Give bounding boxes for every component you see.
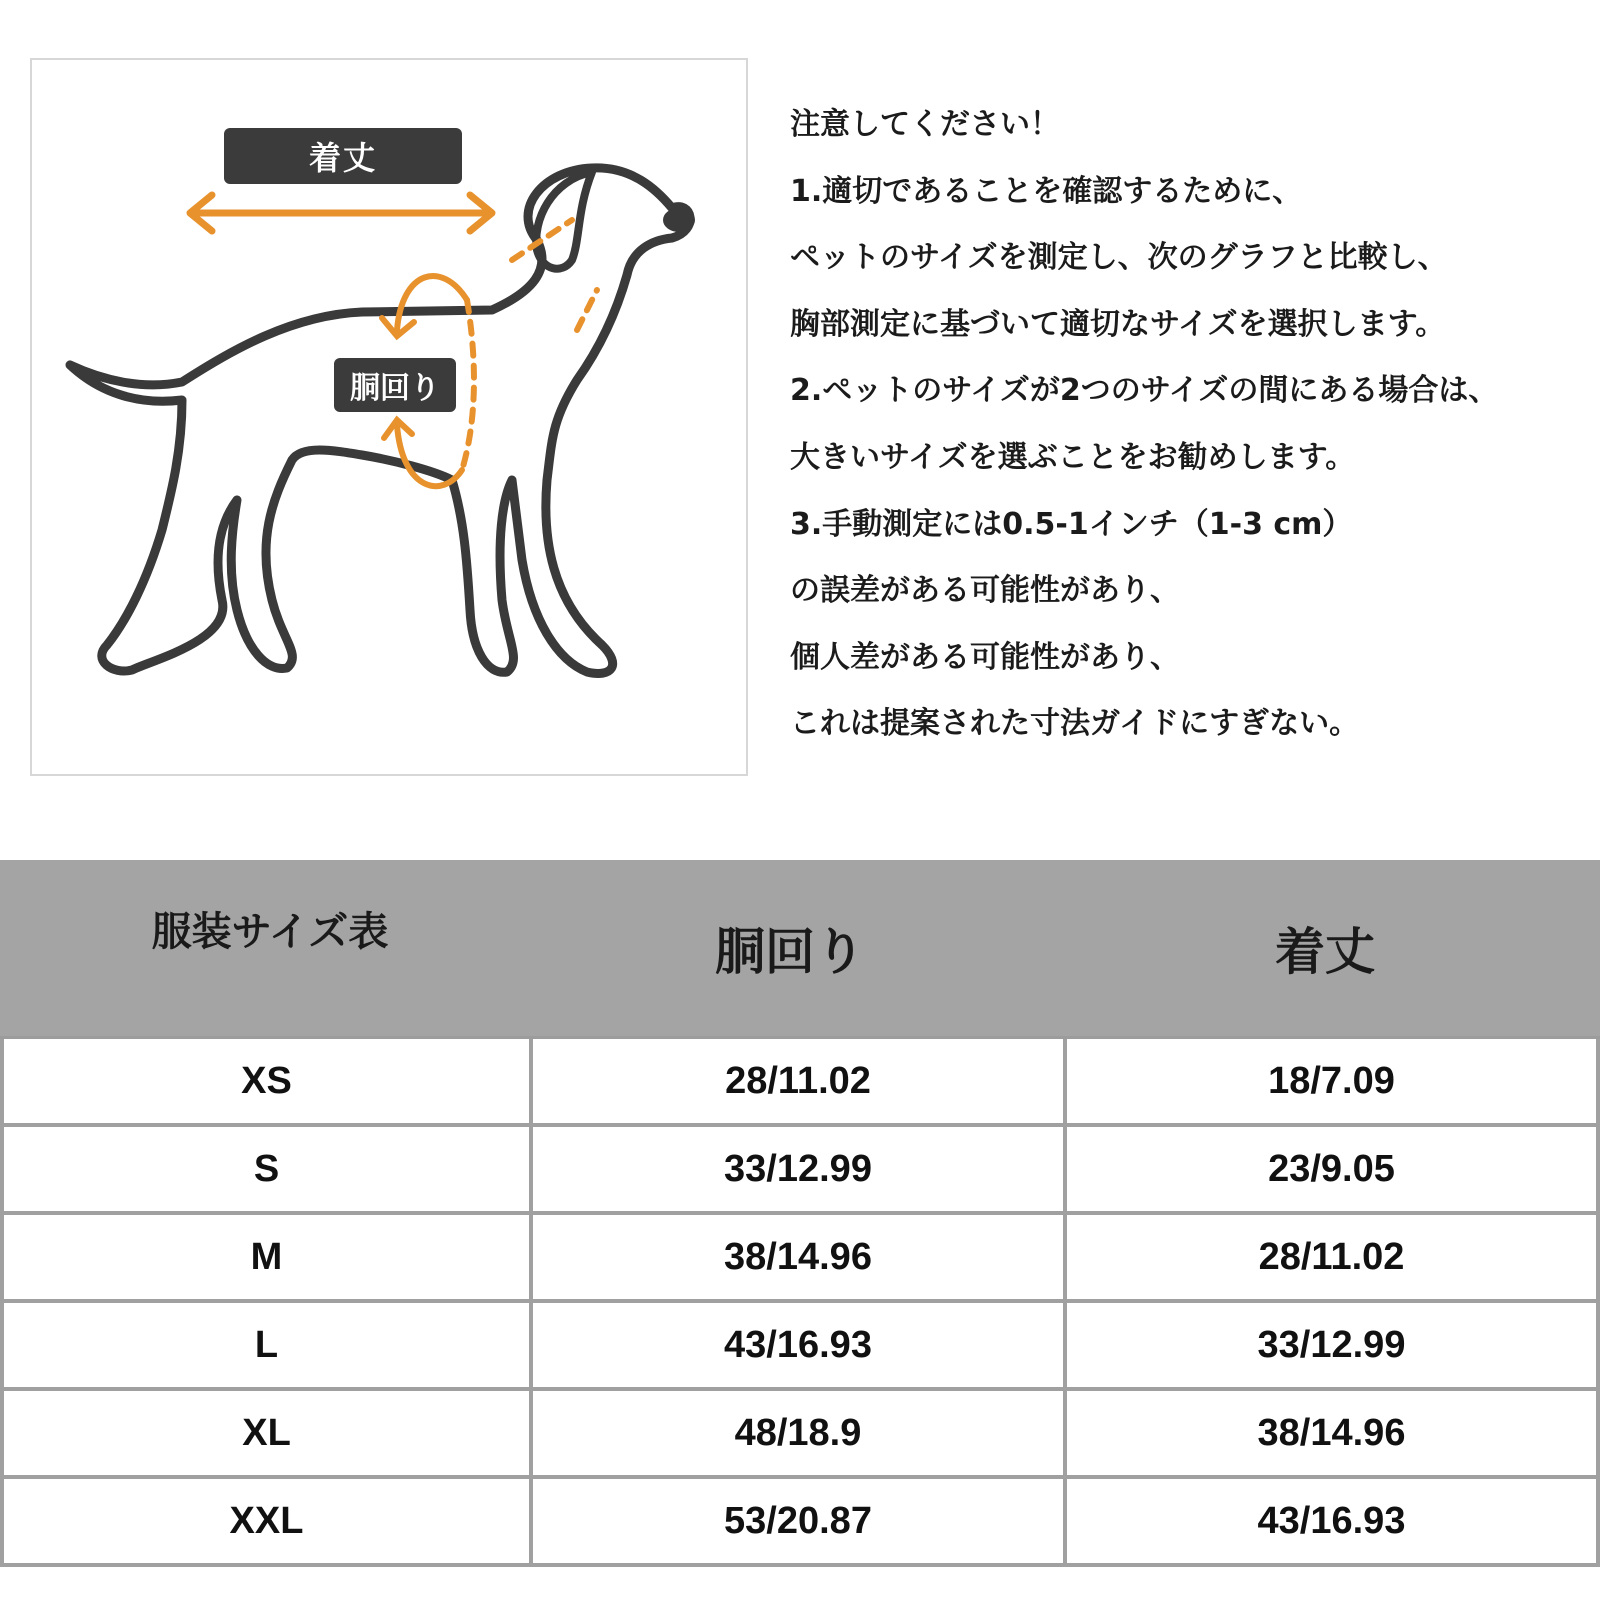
- table-row: [0, 1391, 1600, 1479]
- notes-line: 2.ペットのサイズが2つのサイズの間にある場合は、: [790, 373, 1499, 409]
- table-row: [0, 1127, 1600, 1215]
- notes-line: 胸部測定に基づいて適切なサイズを選択します。: [790, 306, 1446, 342]
- notes-line: これは提案された寸法ガイドにすぎない。: [790, 706, 1360, 742]
- cell-chest: 48/18.9: [533, 1391, 1067, 1475]
- measurement-diagram: [30, 58, 748, 776]
- cell-chest: 53/20.87: [533, 1479, 1067, 1563]
- cell-chest: 38/14.96: [533, 1215, 1067, 1299]
- notes-line: 3.手動測定には0.5-1インチ（1-3 cm）: [790, 506, 1353, 542]
- table-row: [0, 1215, 1600, 1303]
- header-chest: 胴回り: [715, 923, 865, 981]
- cell-length: 33/12.99: [1067, 1303, 1600, 1387]
- notes-line: の誤差がある可能性があり、: [790, 573, 1180, 609]
- notes-line: 1.適切であることを確認するために、: [790, 173, 1303, 209]
- table-body: [0, 1036, 1600, 1567]
- cell-size: XXL: [0, 1479, 533, 1563]
- caution-notes: [790, 92, 1590, 758]
- cell-chest: 28/11.02: [533, 1039, 1067, 1123]
- cell-size: M: [0, 1215, 533, 1299]
- chest-measure: [382, 220, 597, 486]
- cell-chest: 43/16.93: [533, 1303, 1067, 1387]
- table-row: [0, 1303, 1600, 1391]
- table-row: [0, 1039, 1600, 1127]
- header-size: 服装サイズ表: [151, 908, 389, 955]
- table-row: [0, 1479, 1600, 1567]
- cell-length: 18/7.09: [1067, 1039, 1600, 1123]
- header-length: 着丈: [1275, 923, 1375, 981]
- size-chart-table: [0, 860, 1600, 1567]
- cell-length: 43/16.93: [1067, 1479, 1600, 1563]
- notes-line: 大きいサイズを選ぶことをお勧めします。: [790, 439, 1356, 475]
- notes-line: ペットのサイズを測定し、次のグラフと比較し、: [790, 240, 1448, 276]
- cell-length: 28/11.02: [1067, 1215, 1600, 1299]
- cell-size: L: [0, 1303, 533, 1387]
- table-header: [0, 860, 1600, 1036]
- cell-size: S: [0, 1127, 533, 1211]
- dog-outline: [70, 168, 690, 674]
- dog-nose: [663, 208, 695, 232]
- chest-label: 胴回り: [334, 358, 456, 412]
- cell-length: 38/14.96: [1067, 1391, 1600, 1475]
- cell-chest: 33/12.99: [533, 1127, 1067, 1211]
- length-arrow: [190, 195, 492, 231]
- cell-size: XL: [0, 1391, 533, 1475]
- cell-size: XS: [0, 1039, 533, 1123]
- notes-line: 個人差がある可能性があり、: [790, 639, 1180, 675]
- notes-line: 注意してください！: [790, 107, 1060, 142]
- cell-length: 23/9.05: [1067, 1127, 1600, 1211]
- length-label: 着丈: [224, 128, 462, 184]
